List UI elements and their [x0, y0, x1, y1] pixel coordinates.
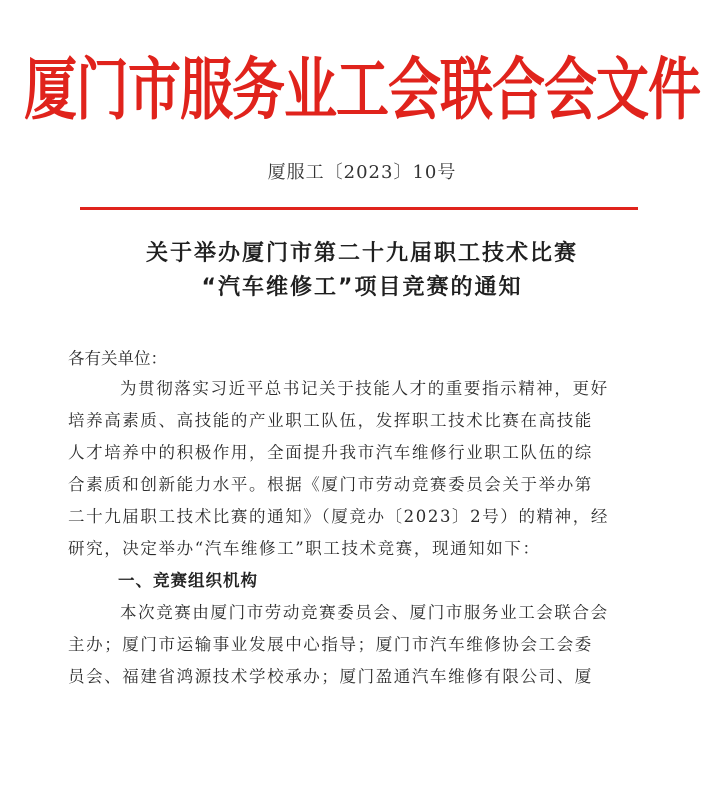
section-paragraph-line: 本次竞赛由厦门市劳动竞赛委员会、厦门市服务业工会联合会 [120, 603, 609, 622]
notice-title-line-2: “汽车维修工”项目竞赛的通知 [201, 275, 523, 300]
section-paragraph-line: 主办；厦门市运输事业发展中心指导；厦门市汽车维修协会工会委 [68, 635, 593, 654]
document-number: 厦服工〔2023〕10号 [267, 162, 457, 183]
org-masthead-title: 厦门市服务业工会联合会文件 [24, 50, 700, 130]
notice-title-line-1: 关于举办厦门市第二十九届职工技术比赛 [145, 241, 578, 266]
red-divider-line [80, 207, 638, 210]
intro-paragraph-line: 人才培养中的积极作用，全面提升我市汽车维修行业职工队伍的综 [68, 443, 593, 462]
intro-paragraph-line: 研究，决定举办“汽车维修工”职工技术竞赛，现通知如下： [68, 539, 541, 558]
salutation: 各有关单位： [68, 349, 167, 368]
intro-paragraph-line: 培养高素质、高技能的产业职工队伍，发挥职工技术比赛在高技能 [68, 411, 593, 430]
section-heading-organization: 一、竞赛组织机构 [118, 571, 258, 590]
intro-paragraph-line: 为贯彻落实习近平总书记关于技能人才的重要指示精神，更好 [120, 379, 609, 398]
intro-paragraph-line: 二十九届职工技术比赛的通知》（厦竞办〔2023〕2号）的精神，经 [68, 507, 609, 526]
section-paragraph-line: 员会、福建省鸿源技术学校承办；厦门盈通汽车维修有限公司、厦 [68, 667, 593, 686]
intro-paragraph-line: 合素质和创新能力水平。根据《厦门市劳动竞赛委员会关于举办第 [68, 475, 593, 494]
